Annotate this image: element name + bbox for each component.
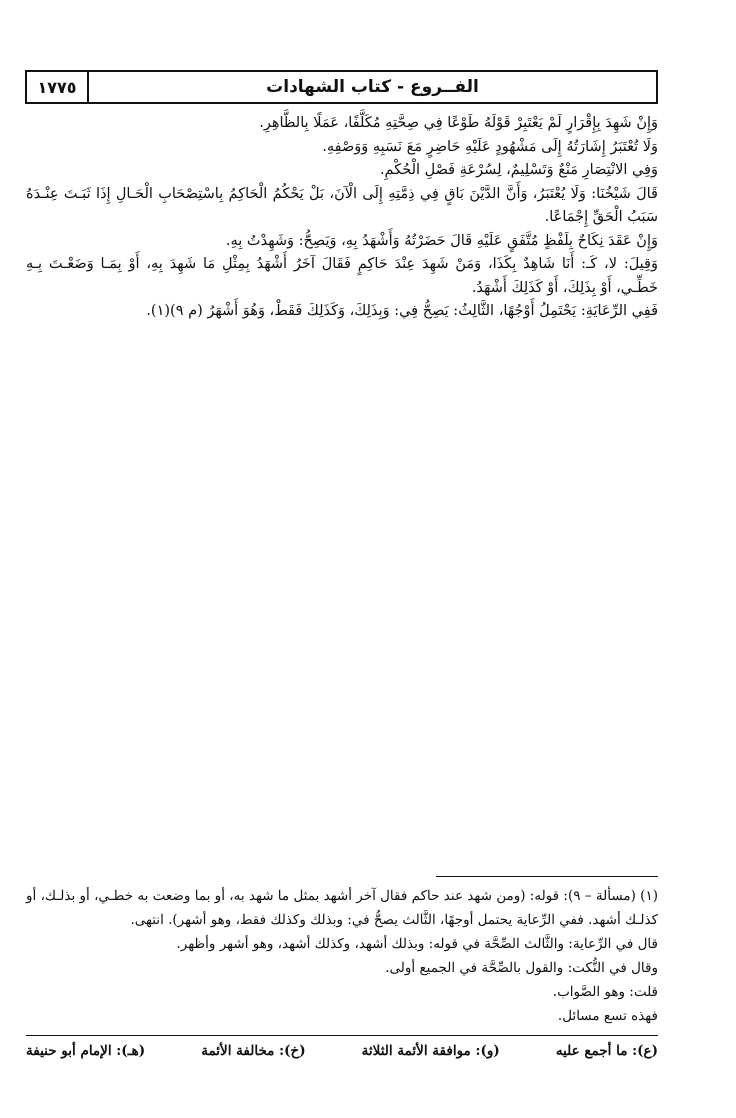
paragraph: وَقِيلَ: لا، كَـ: أَنَا شَاهِدٌ بِكَذَا، وَمَنْ شَهِدَ عِنْدَ حَاكِمٍ فَقَالَ آخَرُ أَشْهَدُ بِمِثْلِ مَا شَهِدَ بِهِ، أَوْ بِمَـا وَضَعْـتَ بِـهِ خَطِّـي، أَوْ بِذَلِكَ، أَوْ كَذَلِكَ أَشْهَدُ. xyxy=(26,256,658,296)
abbreviation-item: (خ): مخالفة الأئمة xyxy=(201,1043,306,1059)
footnote-line: قال في الرِّعاية: والثَّالث الصِّحَّة في قوله: وبذلك أشهد، وكذلك أشهد، وهو أشهر وأظهر. xyxy=(176,936,658,952)
footnote-line: فهذه تسع مسائل. xyxy=(557,1008,658,1024)
page-number: ١٧٧٥ xyxy=(27,72,89,102)
footnote-line: وقال في النُّكت: والقول بالصِّحَّة في الجميع أولى. xyxy=(385,960,658,976)
paragraph: وَإِنْ عَقَدَ نِكَاحٌ بِلَفْظٍ مُتَّفَقٍ عَلَيْهِ قَالَ حَضَرْتُهُ وَأَشْهَدُ بِهِ، وَيَصِحُّ: وَشَهِدْتُ بِهِ. xyxy=(225,232,658,249)
main-text xyxy=(26,112,658,324)
paragraph: فَفِي الرِّعَايَةِ: يَحْتَمِلُ أَوْجُهًا، الثَّالِثُ: يَصِحُّ فِي: وَبِذَلِكَ، وَكَذَلِكَ فَقَطْ، وَهُوَ أَشْهَرُ (م ٩)(١). xyxy=(146,303,658,319)
paragraph: وَإِنْ شَهِدَ بِإِقْرَارٍ لَمْ يَعْتَبِرْ قَوْلَهُ طَوْعًا فِي صِحَّتِهِ مُكَلَّفًا، عَمَلًا بِالظَّاهِرِ. xyxy=(259,115,658,131)
footnote-separator xyxy=(436,876,658,877)
footnote-line: قلت: وهو الصَّواب. xyxy=(552,984,658,1000)
paragraph: وَلَا تُعْتَبَرُ إِشَارَتُهُ إِلَى مَشْهُودٍ عَلَيْهِ حَاضِرٍ مَعَ نَسَبِهِ وَوَصْفِهِ. xyxy=(322,138,658,155)
paragraph: وَفِي الانْتِصَارِ مَنْعٌ وَتَسْلِيمٌ، لِسُرْعَةِ فَصْلِ الْحُكْمِ. xyxy=(379,162,658,178)
abbreviation-key xyxy=(26,1038,658,1064)
running-title: الفــروع - كتاب الشهادات xyxy=(266,77,479,97)
page-header xyxy=(25,70,658,104)
footnotes xyxy=(26,884,658,1028)
footnote-line: (١) (مسألة – ٩): قوله: (ومن شهد عند حاكم فقال آخر أشهد بمثل ما شهد به، أو بما وضعت به خطـي، أو بذلـك، أو كذلـك أشهد. ففي الرِّعاية يحتمل أوجهًا، الثَّالث يصحُّ في: وبذلك وكذلك فقط، وهو أشهر). انتهى. xyxy=(26,888,658,928)
paragraph: قَالَ شَيْخُنَا: وَلَا يُعْتَبَرُ، وَأَنَّ الدَّيْنَ بَاقٍ فِي ذِمَّتِهِ إِلَى الْآنَ، بَلْ يَحْكُمُ الْحَاكِمُ بِاسْتِصْحَابِ الْحَـالِ إِذَا ثَبَـتَ عِنْـدَهُ سَبَبُ الْحَقِّ إِجْمَاعًا. xyxy=(26,185,658,225)
abbreviation-item: (ع): ما أجمع عليه xyxy=(555,1043,658,1059)
abbreviation-item: (هـ): الإمام أبو حنيفة xyxy=(26,1043,146,1059)
abbreviation-item: (و): موافقة الأئمة الثلاثة xyxy=(361,1043,500,1059)
footer-separator xyxy=(26,1035,658,1036)
